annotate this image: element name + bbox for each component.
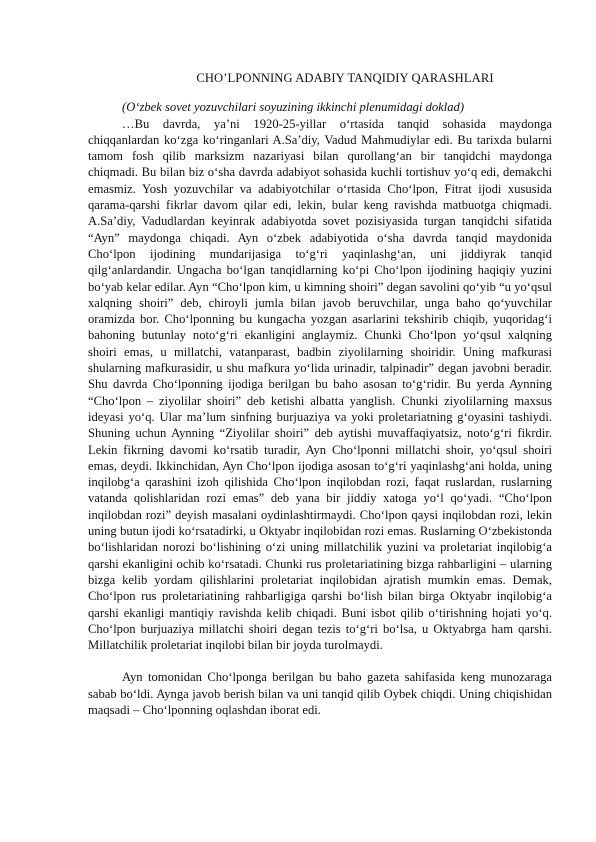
body-paragraph-2: Ayn tomonidan Cho‘lponga berilgan bu baho gazeta sahifasida keng munozaraga sabab bo‘ldi. Aynga javob berish bilan va uni tanqid qilib Oybek chiqdi. Uning chiqishidan maqsadi – Cho‘lponning oqlashdan iborat edi. bbox=[88, 670, 552, 717]
paragraph-spacer bbox=[88, 653, 552, 669]
body-paragraph-1: …Bu davrda, ya’ni 1920-25-yillar o‘rtasida tanqid sohasida maydonga chiqqanlardan ko‘zga ko‘ringanlari A.Sa’diy, Vadud Mahmudiylar edi. Bu tarixda bularni tamom fosh qilib marksizm nazariyasi bilan qurollang‘an bir tanqidchi maydonga chiqmadi. Bu bilan biz o‘sha davrda adabiyot sohasida kuchli tortishuv yo‘q edi, demakchi emasmiz. Yosh yozuvchilar va adabiyotchilar o‘rtasida Cho‘lpon, Fitrat ijodi xususida qarama-qarshi fikrlar davom qilar edi, lekin, bular keng ravishda matbuotga chiqmadi. A.Sa’diy, Vadudlardan keyinrak adabiyotda sovet pozisiyasida turgan tanqidchi sifatida “Ayn” maydonga chiqadi. Ayn o‘zbek adabiyotida o‘sha davrda tanqid maydonida Cho‘lpon ijodining mundarijasiga to‘g‘ri yaqinlashg‘an, uni jiddiyrak tanqid qilg‘anlardandir. Ungacha bo‘lgan tanqidlarning ko‘pi Cho‘lpon ijodining haqiqiy yuzini bo‘yab kelar edilar. Ayn “Cho‘lpon kim, u kimning shoiri” degan savolini qo‘yib “u yo‘qsul xalqning shoiri” deb, chiroyli jumla bilan javob beruvchilar, unga baho qo‘yuvchilar oramizda bor. Cho‘lponning bu kungacha yozgan asarlarini tekshirib chiqib, yuqoridag‘i bahoning butunlay noto‘g‘ri ekanligini anglaymiz. Chunki Cho‘lpon yo‘qsul xalqning shoiri emas, u millatchi, vatanparast, badbin ziyolilarning shoiridir. Uning mafkurasi shularning mafkurasidir, u shu mafkura yo‘lida urinadir, talpinadir” degan javobni beradir. Shu davrda Cho‘lponning ijodiga berilgan bu baho asosan to‘g‘ridir. Bu yerda Aynning “Cho‘lpon – ziyolilar shoiri” deb ketishi albatta yanglish. Chunki ziyolilarning maxsus ideyasi yo‘q. Ular ma’lum sinfning burjuaziya va yoki proletariatning g‘oyasini tashiydi. Shuning uchun Aynning “Ziyolilar shoiri” deb aytishi muvaffaqiyatsiz, noto‘g‘ri fikrdir. Lekin fikrning davomi ko‘rsatib turadir, Ayn Cho‘lponni millatchi shoir, yo‘qsul shoiri emas, deydi. Ikkinchidan, Ayn Cho‘lpon ijodiga asosan to‘g‘ri yaqinlashg‘ani holda, uning inqilobg‘a qarashini izoh qilishida Cho‘lpon inqilobdan rozi, faqat ruslardan, ruslarning vatanda qolishlaridan rozi emas” deb yana bir jiddiy xatoga yo‘l qo‘yadi. “Cho‘lpon inqilobdan rozi” deyish masalani oydinlashtirmaydi. Cho‘lpon qaysi inqilobdan rozi, lekin uning butun ijodi ko‘rsatadirki, u Oktyabr inqilobidan rozi emas. Ruslarning O‘zbekistonda bo‘lishlaridan norozi bo‘lishining o‘zi uning millatchilik yuzini va proletariat inqilobig‘a qarshi ekanligini ochib ko‘rsatadi. Chunki rus proletariatining bizga rahbarligini – ularning bizga kelib yordam qilishlarini proletariat inqilobidan ajratish mumkin emas. Demak, Cho‘lpon rus proletariatining rahbarligiga qarshi bo‘lish bilan birga Oktyabr inqilobig‘a qarshi ekanligi mantiqiy ravishda kelib chiqadi. Buni isbot qilib o‘tirishning hojati yo‘q. Cho‘lpon burjuaziya millatchi shoiri degan tezis to‘g‘ri bo‘lsa, u Oktyabrga ham qarshi. Millatchilik proletariat inqilobi bilan bir joyda turolmaydi. bbox=[88, 116, 552, 653]
document-subtitle: (O‘zbek sovet yozuvchilari soyuzining ikkinchi plenumidagi doklad) bbox=[122, 100, 465, 115]
document-title: CHO’LPONNING ADABIY TANQIDIY QARASHLARI bbox=[196, 71, 494, 85]
document-page bbox=[88, 70, 552, 718]
